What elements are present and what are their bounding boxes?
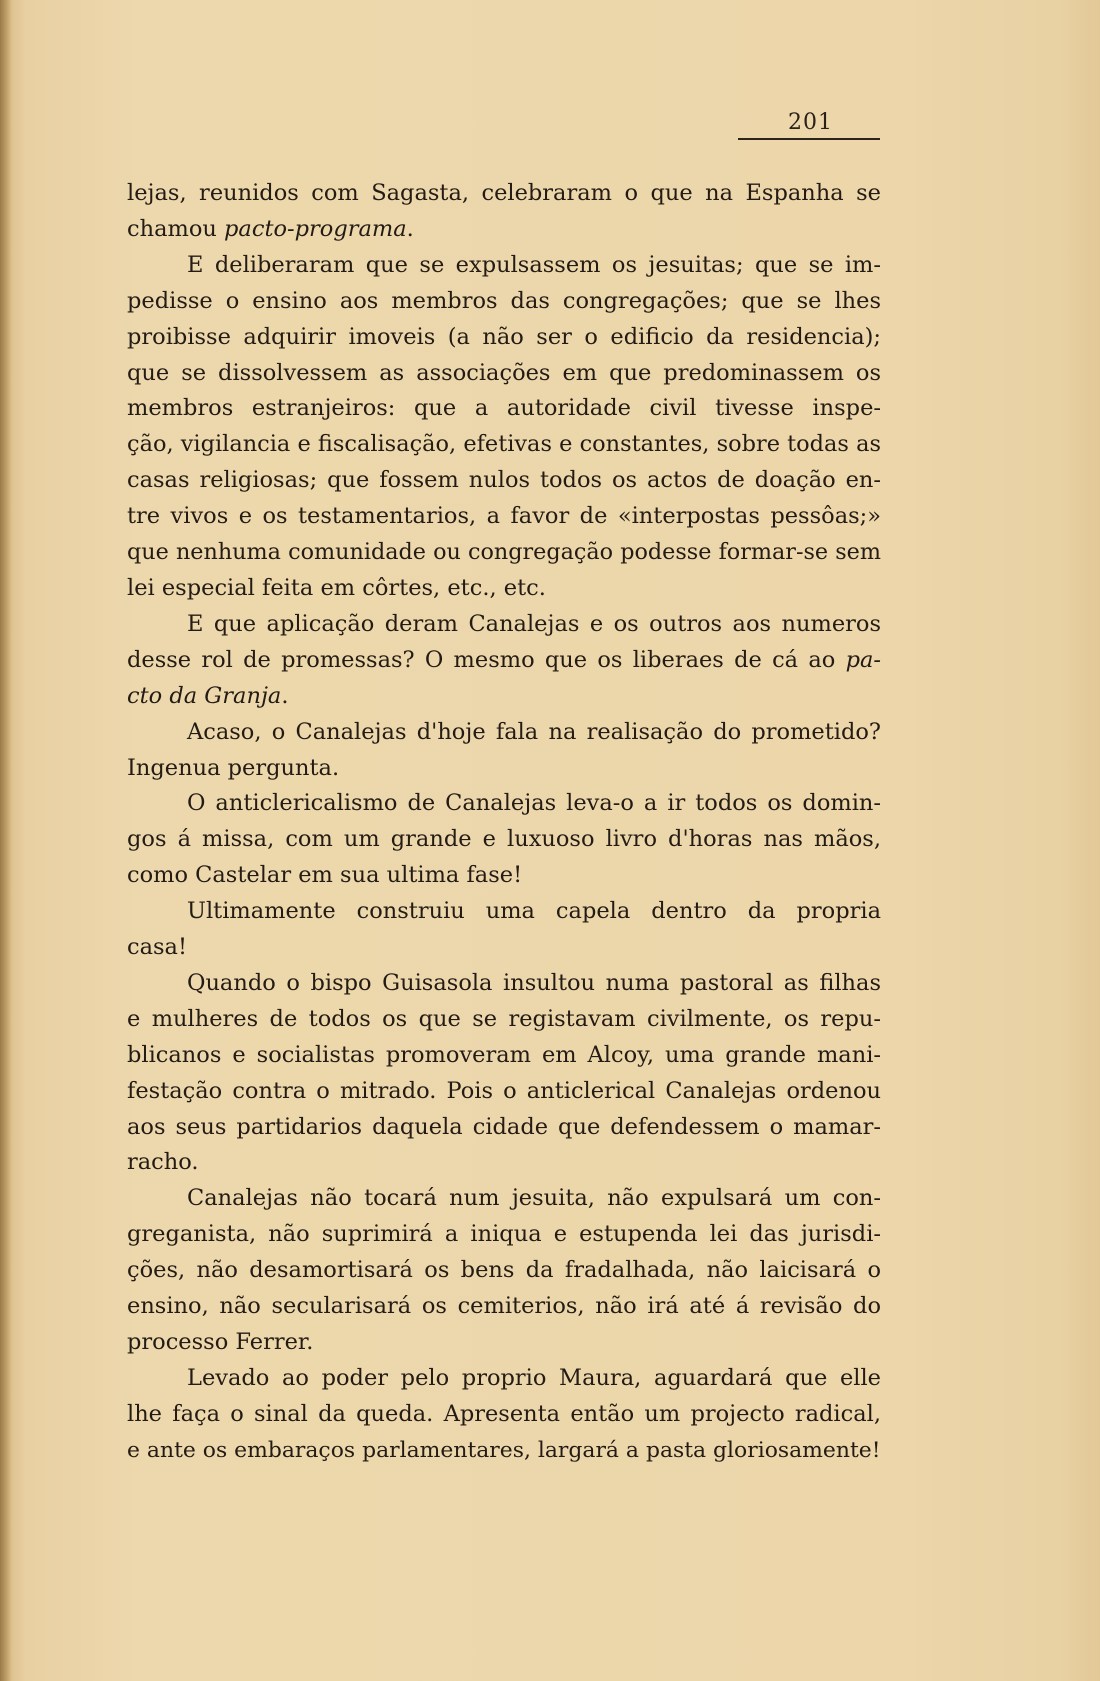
text-line: casas religiosas; que fossem nulos todos os actos de doação en- [127, 467, 881, 494]
header-rule [738, 138, 880, 140]
text-line: ções, não desamortisará os bens da fradalhada, não laicisará o [127, 1257, 881, 1284]
text-run: . [406, 215, 414, 242]
text-line: lejas, reunidos com Sagasta, celebraram o que na Espanha se [127, 180, 881, 206]
italic-run: pacto-programa [224, 215, 407, 242]
text-line: e mulheres de todos os que se registavam civilmente, os repu- [127, 1005, 881, 1032]
text-line: ção, vigilancia e fiscalisação, efetivas e constantes, sobre todas as [127, 431, 881, 458]
text-line: tre vivos e os testamentarios, a favor de «interpostas pessôas;» [127, 503, 881, 530]
text-line: E deliberaram que se expulsassem os jesuitas; que se im- [187, 251, 881, 278]
text-line: racho. [127, 1149, 199, 1176]
text-line: como Castelar em sua ultima fase! [127, 862, 523, 889]
text-line [127, 679, 881, 715]
text-line: greganista, não suprimirá a iniqua e estupenda lei das jurisdi- [127, 1221, 881, 1248]
text-line: festação contra o mitrado. Pois o anticlerical Canalejas ordenou [127, 1077, 881, 1104]
text-line: O anticlericalismo de Canalejas leva-o a ir todos os domin- [187, 790, 881, 817]
text-line: Levado ao poder pelo proprio Maura, aguardará que elle [187, 1364, 881, 1391]
text-line: pedisse o ensino aos membros das congregações; que se lhes [127, 287, 881, 314]
text-run: . [281, 682, 289, 709]
text-line: processo Ferrer. [127, 1329, 314, 1355]
text-line: e ante os embaraços parlamentares, largará a pasta gloriosamente! [127, 1437, 881, 1463]
text-line: proibisse adquirir imoveis (a não ser o edificio da residencia); [127, 323, 881, 350]
text-line: Ingenua pergunta. [127, 754, 340, 781]
text-line: casa! [127, 934, 188, 961]
text-line: Canalejas não tocará num jesuita, não expulsará um con- [187, 1185, 881, 1212]
page-number: 201 [788, 110, 833, 135]
text-line: lei especial feita em côrtes, etc., etc. [127, 574, 546, 601]
text-line: Ultimamente construiu uma capela dentro da propria [187, 898, 881, 925]
text-line: E que aplicação deram Canalejas e os outros aos numeros [187, 610, 881, 637]
text-run: desse rol de promessas? O mesmo que os liberaes de cá ao [127, 646, 846, 673]
text-line: ensino, não secularisará os cemiterios, não irá até á revisão do [127, 1293, 881, 1320]
text-line: que nenhuma comunidade ou congregação podesse formar-se sem [127, 539, 881, 566]
text-run: chamou [127, 215, 225, 242]
text-line [127, 212, 881, 248]
text-line: lhe faça o sinal da queda. Apresenta então um projecto radical, [127, 1400, 881, 1427]
text-line: que se dissolvessem as associações em que predominassem os [127, 359, 881, 386]
text-line [127, 643, 881, 679]
italic-run: pa- [845, 646, 881, 673]
italic-run: cto da Granja [127, 682, 282, 709]
body-text [127, 176, 881, 1469]
text-line: Quando o bispo Guisasola insultou numa pastoral as filhas [187, 969, 881, 996]
text-line: membros estranjeiros: que a autoridade civil tivesse inspe- [127, 395, 881, 422]
text-line: gos á missa, com um grande e luxuoso livro d'horas nas mãos, [127, 826, 881, 853]
text-line: blicanos e socialistas promoveram em Alcoy, uma grande mani- [127, 1041, 881, 1068]
text-line: aos seus partidarios daquela cidade que defendessem o mamar- [127, 1113, 881, 1140]
text-line: Acaso, o Canalejas d'hoje fala na realisação do prometido? [187, 718, 881, 745]
